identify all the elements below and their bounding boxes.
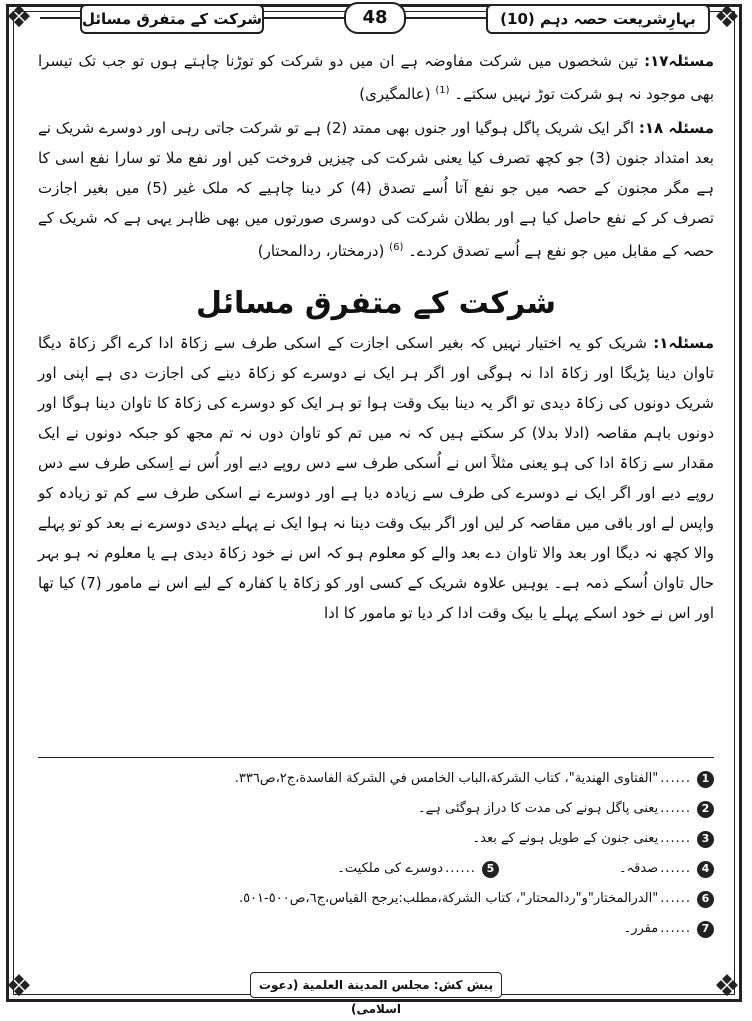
footnote-leader: ...... — [445, 861, 476, 876]
footnote-item — [38, 914, 714, 944]
footnote-leader: ...... — [660, 921, 691, 936]
masala-text: اگر ایک شریک پاگل ہوگیا اور جنوں بھی ممتد (2) ہے تو شرکت جاتی رہی اور دوسرے شریک نے بعد امتداد جنون (3) جو کچھ تصرف کیا یعنی شرکت کی چیزیں فروخت کیں اور نفع ملا تو سارا نفع اسی کا ہے مگر مجنون کے حصہ میں جو نفع آتا اُسے تصدق (4) کر دینا چاہیے کہ ملک غیر (5) میں بغیر اجازت تصرف کر کے نفع حاصل کیا ہے اور بطلان شرکت کی دوسری صورتوں میں بھی ظاہر یہی ہے کہ شریک کے حصہ کے مقابل میں جو نفع ہے اُسے تصدق کردے۔ — [38, 119, 714, 260]
footnote-row — [38, 854, 714, 884]
footnote-text: "الدرالمختار"و"ردالمحتار"، كتاب الشركة،مطلب:يرجح القياس،ج٦،ص٥٠٠-٥٠١. — [238, 891, 659, 906]
footnote-number: 1 — [697, 771, 714, 788]
footnote-leader: ...... — [660, 891, 691, 906]
footnote-leader: ...... — [660, 771, 691, 786]
chapter-title: شرکت کے متفرق مسائل — [80, 4, 264, 34]
corner-ornament-icon: ❖ — [5, 0, 33, 35]
citation: (درمختار، ردالمحتار) — [257, 242, 385, 260]
footnote-item — [38, 794, 714, 824]
masala-label: مسئلہ ۱۸: — [638, 119, 714, 137]
footnote-text: دوسرے کی ملکیت۔ — [337, 861, 444, 876]
footnote-text: مقرر۔ — [623, 921, 659, 936]
footnotes — [38, 764, 714, 944]
footnote-number: 6 — [697, 891, 714, 908]
footnote-ref: (1) — [435, 85, 450, 96]
section-heading: شرکت کے متفرق مسائل — [195, 286, 557, 321]
citation: (عالمگیری) — [359, 85, 431, 103]
publisher-footer: پیش کش: مجلس المدینة العلمیة (دعوت اسلامی) — [250, 972, 502, 998]
corner-ornament-icon: ❖ — [5, 969, 33, 1004]
corner-ornament-icon: ❖ — [713, 0, 741, 35]
footnote-leader: ...... — [660, 831, 691, 846]
footnote-divider — [38, 757, 714, 758]
masala-label: مسئلہ۱: — [653, 334, 714, 352]
book-title: بہارِشریعت حصہ دہم (10) — [486, 4, 710, 34]
header-rule — [40, 17, 80, 19]
page-number: 48 — [344, 2, 406, 34]
masala-label: مسئلہ۱۷: — [644, 52, 714, 70]
masala-text: شریک کو یہ اختیار نہیں کہ بغیر اسکی اجازت کے اسکی طرف سے زکاۃ ادا کرے اگر زکاۃ دیگا تاوان دینا پڑیگا اور زکاۃ ادا نہ ہوگی اور اگر ہر ایک نے دوسرے کو زکاۃ دینے کی اجازت دی ہے اپنی اور شریک دونوں کی زکاۃ دیدی تو اگر یہ دینا بیک وقت ہوا تو ہر ایک کو دوسرے کی زکاۃ کا تاوان دینا ہوگا اور دونوں باہم مقاصہ (ادلا بدلا) کر سکتے ہیں کہ نہ میں تم کو تاوان دوں نہ تم مجھ کو جبکہ دونوں نے ایک مقدار سے زکاۃ ادا کی ہو یعنی مثلاً اس نے اُسکی طرف سے دس روپے دیے اور اُس نے اِسکی طرف سے دس روپے دیے اور اگر ایک نے دوسرے کی طرف سے زیادہ دیا ہے اور دوسرے نے اسکی طرف سے کم تو زیادہ کو واپس لے اور باقی میں مقاصہ کر لیں اور اگر بیک وقت دینا نہ ہوا ایک نے پہلے دیدی دوسرے نے بعد کو تو پہلے والا کچھ نہ دیگا اور بعد والا تاوان دے بعد والے کو معلوم ہو کہ اس نے خود زکاۃ دیدی ہے یا معلوم نہ ہو بہر حال تاوان اُسکے ذمہ ہے۔ یوہیں علاوہ شریک کے کسی اور کو زکاۃ یا کفارہ کے لیے اس نے مامور (7) کیا تھا اور اس نے خود اسکے پہلے یا بیک وقت ادا کر دیا تو مامور کا ادا — [38, 334, 714, 622]
footnote-number: 7 — [697, 921, 714, 938]
page-header — [40, 2, 710, 34]
footnote-number: 5 — [482, 861, 499, 878]
footnote-text: صدقہ۔ — [618, 861, 659, 876]
footnote-number: 2 — [697, 801, 714, 818]
main-content — [38, 46, 714, 628]
header-rule — [405, 17, 490, 19]
masala-1 — [38, 328, 714, 628]
masala-18 — [38, 113, 714, 266]
footnote-text: یعنی پاگل ہونے کی مدت کا دراز ہوگئی ہے۔ — [418, 801, 659, 816]
footnote-item — [619, 854, 714, 884]
corner-ornament-icon: ❖ — [713, 969, 741, 1004]
footnote-leader: ...... — [660, 861, 691, 876]
footnote-item — [337, 854, 499, 884]
masala-17 — [38, 46, 714, 109]
masala-text: تین شخصوں میں شرکت مفاوضہ ہے ان میں دو شرکت کو توڑنا چاہتے ہوں تو جب تک تیسرا بھی موجود نہ ہو شرکت توڑ نہیں سکتے۔ — [38, 52, 714, 103]
footnote-item — [38, 764, 714, 794]
footnote-item — [38, 884, 714, 914]
footnote-text: "الفتاوى الهندية"، كتاب الشركة،الباب الخامس في الشركة الفاسدة،ج٢،ص٣٣٦. — [234, 771, 659, 786]
footnote-item — [38, 824, 714, 854]
footnote-ref: (6) — [389, 242, 404, 253]
footnote-number: 3 — [697, 831, 714, 848]
header-rule — [260, 17, 345, 19]
footnote-text: یعنی جنون کے طویل ہونے کے بعد۔ — [472, 831, 659, 846]
footnote-leader: ...... — [660, 801, 691, 816]
footnote-number: 4 — [697, 861, 714, 878]
